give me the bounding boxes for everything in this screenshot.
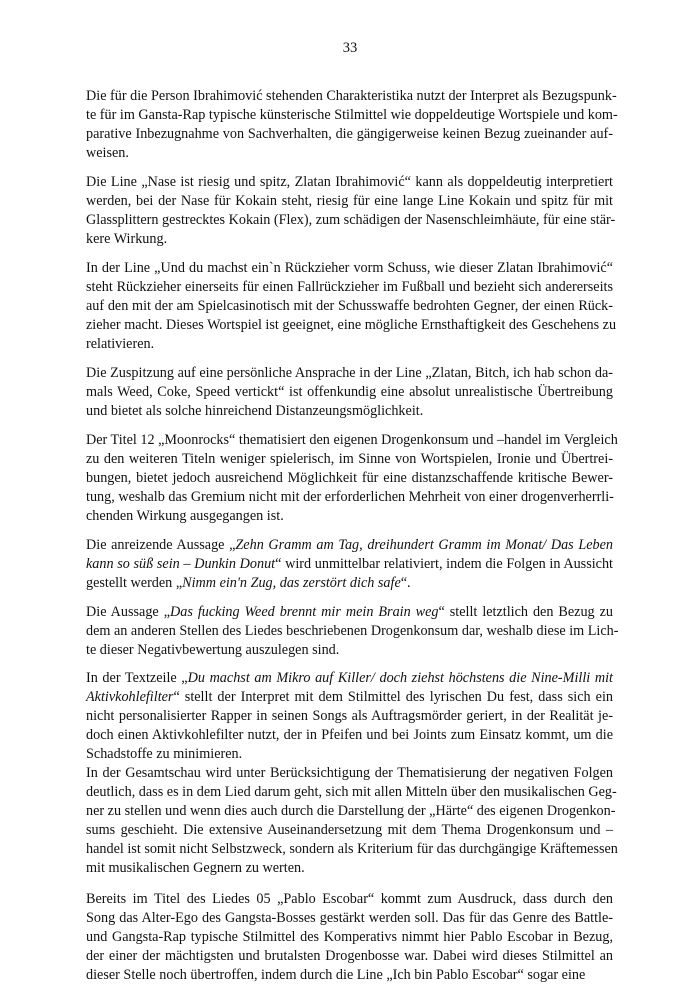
text-line — [86, 746, 242, 763]
text-segment: Der Titel 12 „Moonrocks“ thematisiert den eigenen Drogenkonsum und –handel im Vergleich — [86, 432, 618, 448]
text-line — [86, 642, 339, 659]
text-segment: tung, weshalb das Gremium nicht mit der erforderlichen Mehrheit von einer drogenverherrli- — [86, 489, 614, 505]
text-segment: te dieser Negativbewertung auszulegen sind. — [86, 642, 340, 658]
text-line — [86, 88, 617, 105]
text-line — [86, 803, 616, 820]
text-segment: bungen, bietet jedoch ausreichend Möglichkeit für eine distanzschaffende kritische Bewer- — [86, 470, 613, 486]
text-segment: mals Weed, Coke, Speed vertickt“ ist offenkundig eine absolut unrealistische Übertreibung — [86, 384, 613, 400]
text-segment: te für im Gansta-Rap typische künsterische Stilmittel wie doppeldeutige Wortspiele und kom- — [86, 107, 618, 123]
italic-quote-text: Aktivkohlefilter — [86, 689, 174, 705]
text-segment: handel ist somit nicht Selbstzweck, sondern als Kriterium für das durchgängige Kräftemessen — [86, 841, 618, 857]
text-line — [86, 451, 613, 468]
text-line — [86, 575, 411, 592]
text-line — [86, 891, 613, 908]
italic-quote-text: Du machst am Mikro auf Killer/ doch ziehst höchstens die Nine-Milli mit — [187, 670, 613, 686]
text-segment: chenden Wirkung ausgegangen ist. — [86, 508, 284, 524]
text-line — [86, 317, 617, 334]
text-line — [86, 929, 613, 946]
text-line — [86, 403, 423, 420]
text-line — [86, 860, 305, 877]
text-segment: Song das Alter-Ego des Gangsta-Bosses gestärkt werden soll. Das für das Genre des Battle- — [86, 910, 613, 926]
text-line — [86, 470, 613, 487]
text-line — [86, 336, 154, 353]
text-line — [86, 193, 613, 210]
text-line — [86, 967, 585, 984]
text-segment: steht Rückzieher einerseits für einen Fallrückzieher im Fußball und bezieht sich andererseits — [86, 279, 613, 295]
text-segment: deutlich, dass es in dem Lied darum geht, sich mit allen Mitteln über den musikalischen Geg- — [86, 784, 617, 800]
text-line — [86, 689, 613, 706]
page-number: 33 — [342, 40, 358, 56]
text-segment: relativieren. — [86, 336, 155, 352]
text-segment: der einer der mächtigsten und brutalsten Drogenbosse war. Dabei wird dieses Stilmittel an — [86, 948, 613, 964]
text-segment: doch einen Aktivkohlefilter nutzt, der in Pfeifen und bei Joints zum Einsatz kommt, um die — [86, 727, 613, 743]
text-line — [86, 107, 618, 124]
italic-quote-text: Zehn Gramm am Tag, dreihundert Gramm im Monat/ Das Leben — [235, 537, 613, 553]
text-line — [86, 708, 613, 725]
text-segment: ner zu stellen und wenn dies auch durch die Darstellung der „Härte“ des eigenen Drogenkon- — [86, 803, 616, 819]
text-segment: auf den mit der am Spielcasinotisch mit der Schusswaffe bedrohten Gegner, der einen Rück- — [86, 298, 613, 314]
text-segment: und Gangsta-Rap typische Stilmittel des Komperativs nimmt hier Pablo Escobar in Bezug, — [86, 929, 613, 945]
italic-quote-text: Das fucking Weed brennt mir mein Brain weg — [170, 604, 439, 620]
text-line — [86, 948, 613, 965]
text-line — [86, 212, 616, 229]
text-segment: kere Wirkung. — [86, 231, 168, 247]
text-line — [86, 279, 613, 296]
text-segment: Die für die Person Ibrahimović stehenden Charakteristika nutzt der Interpret als Bezugspunk- — [86, 88, 617, 104]
text-segment: nicht personalisierter Rapper in seinen Songs als Auftragsmörder geriert, in der Realität je- — [86, 708, 613, 724]
text-segment: parative Inbezugnahme von Sachverhalten, die gängigerweise keinen Bezug zueinander auf- — [86, 126, 613, 142]
text-line — [86, 432, 618, 449]
text-segment: gestellt werden „ — [86, 575, 183, 591]
text-segment: In der Line „Und du machst ein`n Rückzieher vorm Schuss, wie dieser Zlatan Ibrahimović“ — [86, 260, 613, 276]
text-line — [86, 727, 613, 744]
text-line — [86, 765, 613, 782]
text-line — [86, 623, 619, 640]
text-segment: Die anreizende Aussage „ — [86, 537, 236, 553]
text-line — [86, 126, 613, 143]
text-line — [86, 784, 617, 801]
text-segment: “ stellt letztlich den Bezug zu — [438, 604, 614, 620]
text-line — [86, 231, 167, 248]
text-segment: “ stellt der Interpret mit dem Stilmittel des lyrischen Du fest, dass sich ein — [173, 689, 613, 705]
text-segment: Schadstoffe zu minimieren. — [86, 746, 243, 762]
text-segment: In der Textzeile „ — [86, 670, 188, 686]
text-line — [86, 670, 613, 687]
text-segment: zieher macht. Dieses Wortspiel ist geeignet, eine mögliche Ernsthaftigkeit des Geschehens zu — [86, 317, 617, 333]
text-segment: Die Aussage „ — [86, 604, 170, 620]
text-line — [86, 174, 613, 191]
text-segment: und bietet als solche hinreichend Distanzeungsmöglichkeit. — [86, 403, 424, 419]
text-segment: Die Line „Nase ist riesig und spitz, Zlatan Ibrahimović“ kann als doppeldeutig interpretiert — [86, 174, 613, 190]
text-segment: sums geschieht. Die extensive Auseinandersetzung mit dem Thema Drogenkonsum und – — [86, 822, 613, 838]
text-segment: dieser Stelle noch übertroffen, indem durch die Line „Ich bin Pablo Escobar“ sogar eine — [86, 967, 586, 983]
text-line — [86, 556, 613, 573]
text-segment: Glassplittern gestrecktes Kokain (Flex), zum schädigen der Nasenschleimhäute, für eine stär- — [86, 212, 616, 228]
text-line — [86, 365, 613, 382]
text-segment: dem an anderen Stellen des Liedes beschriebenen Drogenkonsum dar, weshalb diese im Lich- — [86, 623, 619, 639]
text-line — [86, 910, 613, 927]
text-segment: werden, bei der Nase für Kokain steht, riesig für eine lange Line Kokain und spitz für mit — [86, 193, 613, 209]
text-segment: Die Zuspitzung auf eine persönliche Ansprache in der Line „Zlatan, Bitch, ich hab schon da- — [86, 365, 613, 381]
text-segment: zu den weiteren Titeln weniger spielerisch, im Sinne von Wortspielen, Ironie und Übertrei- — [86, 451, 613, 467]
text-line — [86, 508, 284, 525]
text-line — [86, 384, 613, 401]
text-segment: Bereits im Titel des Liedes 05 „Pablo Escobar“ kommt zum Ausdruck, dass durch den — [86, 891, 613, 907]
text-segment: In der Gesamtschau wird unter Berücksichtigung der Thematisierung der negativen Folgen — [86, 765, 613, 781]
text-line — [86, 489, 613, 506]
text-line — [86, 604, 613, 621]
text-segment: “ wird unmittelbar relativiert, indem die Folgen in Aussicht — [275, 556, 613, 572]
text-line — [86, 298, 613, 315]
text-line — [86, 841, 618, 858]
text-line — [86, 145, 129, 162]
italic-quote-text: kann so süß sein – Dunkin Donut — [86, 556, 276, 572]
italic-quote-text: Nimm ein'n Zug, das zerstört dich safe — [182, 575, 401, 591]
text-segment: weisen. — [86, 145, 129, 161]
text-segment: mit musikalischen Gegnern zu werten. — [86, 860, 305, 876]
text-line — [86, 822, 613, 839]
text-segment: “. — [400, 575, 411, 591]
text-line — [86, 260, 613, 277]
text-line — [86, 537, 613, 554]
